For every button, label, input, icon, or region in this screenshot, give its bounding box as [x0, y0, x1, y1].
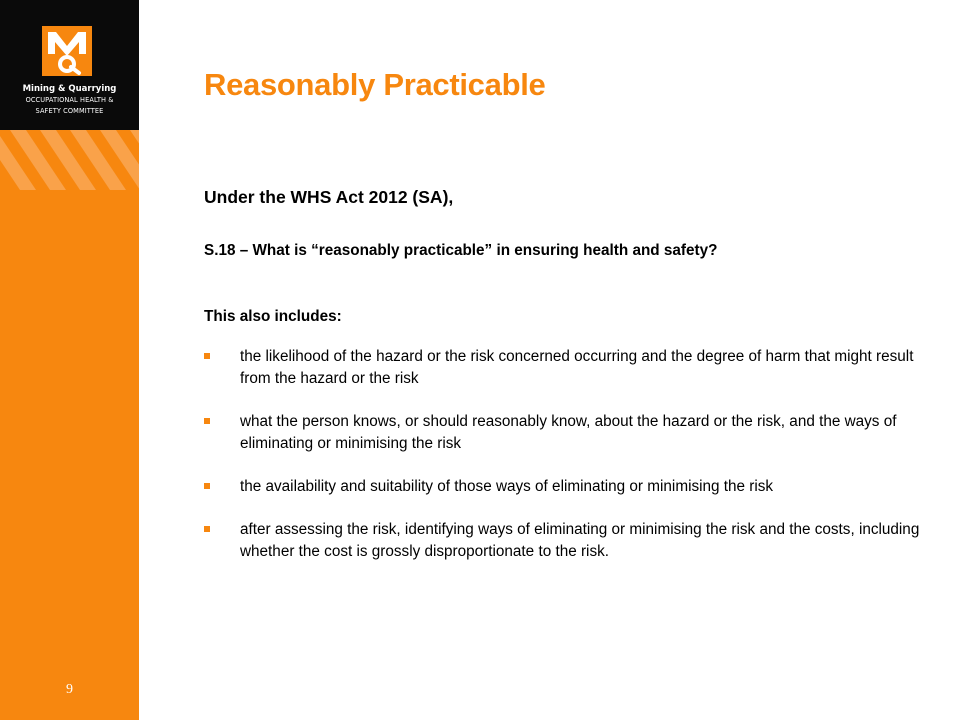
slide-subtitle: Under the WHS Act 2012 (SA), — [204, 187, 454, 207]
sidebar — [0, 0, 139, 720]
square-bullet-icon — [204, 353, 210, 359]
decorative-stripes — [0, 130, 139, 190]
bullet-item — [204, 519, 924, 563]
logo-subtitle-line1: OCCUPATIONAL HEALTH & — [25, 96, 114, 104]
bullet-list — [204, 346, 924, 563]
slide-title: Reasonably Practicable — [204, 67, 546, 102]
intro-text: This also includes: — [204, 308, 342, 325]
logo-text — [0, 84, 139, 117]
square-bullet-icon — [204, 526, 210, 532]
logo-title: Mining & Quarrying — [22, 84, 117, 94]
bullet-text: after assessing the risk, identifying ways of eliminating or minimising the risk and the costs, including whether the cost is grossly disproportionate to the risk. — [240, 521, 920, 560]
page-number: 9 — [66, 682, 73, 697]
square-bullet-icon — [204, 418, 210, 424]
square-bullet-icon — [204, 483, 210, 489]
logo-block — [0, 0, 139, 130]
bullet-item — [204, 411, 924, 455]
mq-logo-icon — [42, 26, 92, 76]
bullet-text: the availability and suitability of those ways of eliminating or minimising the risk — [240, 478, 774, 495]
bullet-item — [204, 346, 924, 390]
bullet-text: what the person knows, or should reasonably know, about the hazard or the risk, and the ways of eliminating or minimising the risk — [240, 413, 897, 452]
section-heading: S.18 – What is “reasonably practicable” in ensuring health and safety? — [204, 242, 718, 259]
bullet-text: the likelihood of the hazard or the risk concerned occurring and the degree of harm that might result from the hazard or the risk — [240, 348, 914, 387]
bullet-item — [204, 476, 924, 498]
logo-subtitle-line2: SAFETY COMMITTEE — [35, 107, 104, 115]
